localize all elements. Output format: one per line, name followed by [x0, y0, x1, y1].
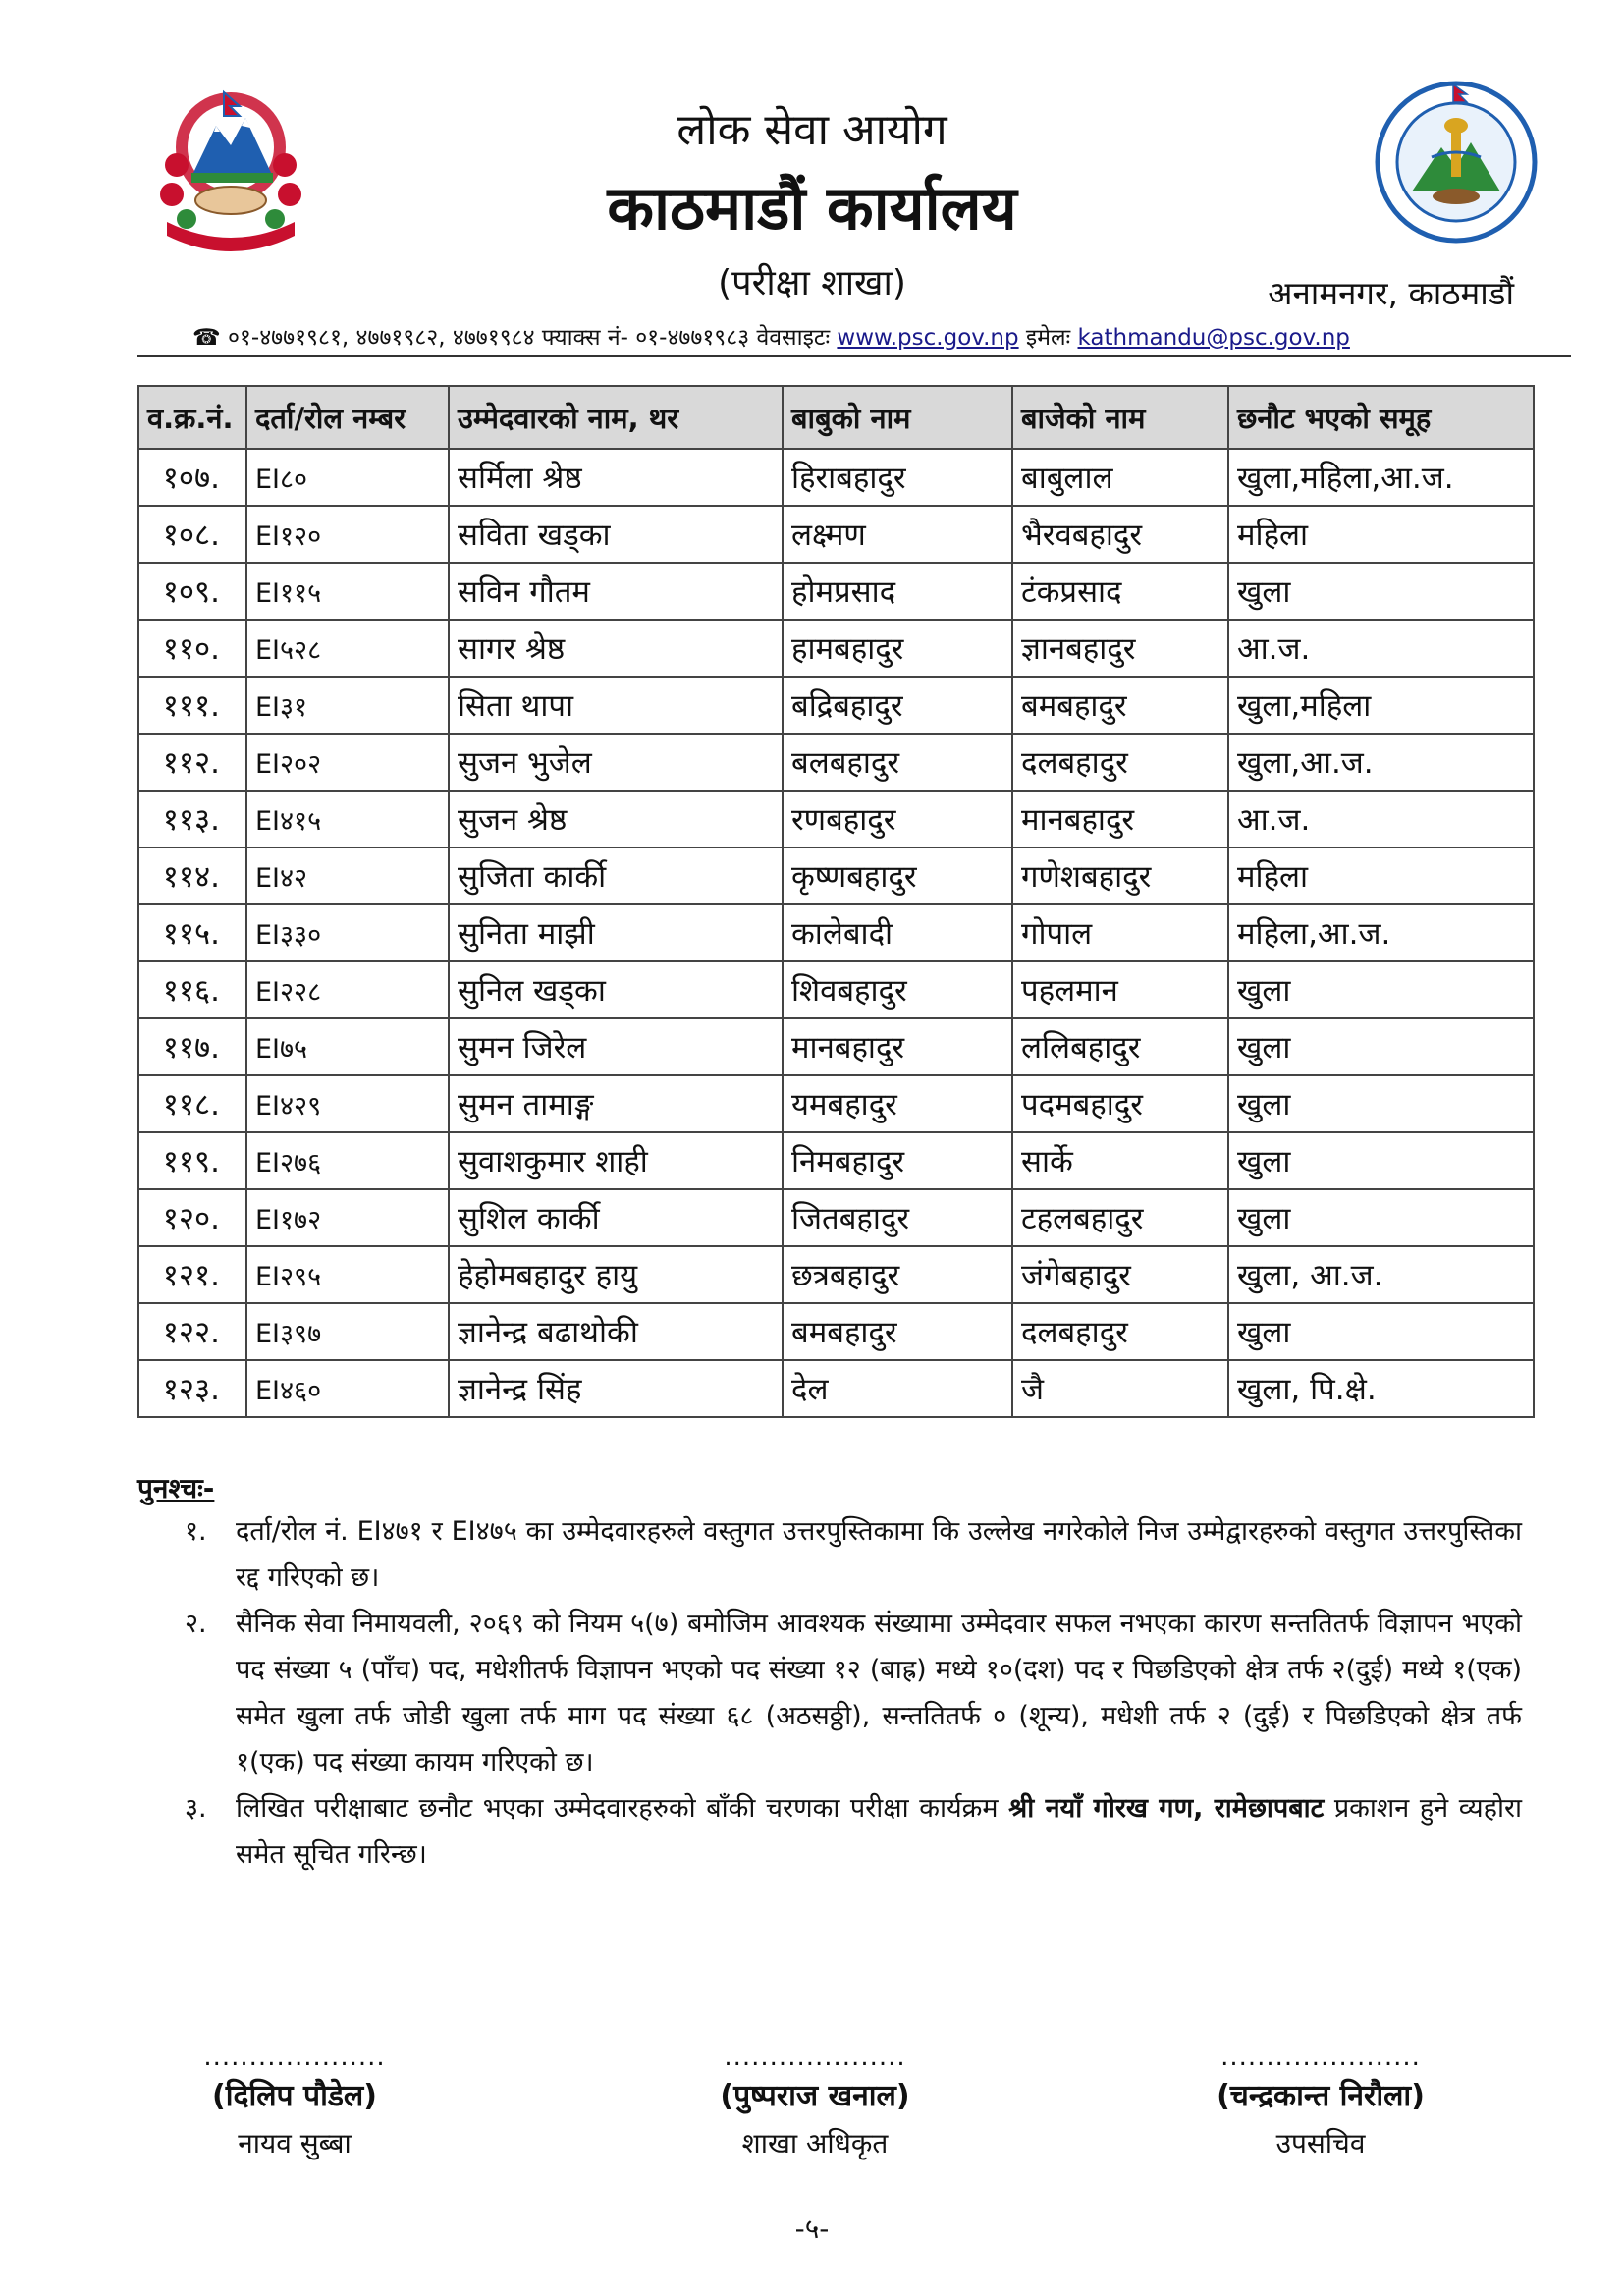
group-cell: खुला: [1228, 1018, 1534, 1075]
serial-cell: ११९.: [138, 1132, 246, 1189]
roll-cell: EI४२९: [246, 1075, 449, 1132]
grandfather-name-cell: भैरवबहादुर: [1012, 506, 1228, 563]
father-name-cell: हामबहादुर: [783, 620, 1012, 677]
note-number: ३.: [185, 1793, 207, 1824]
father-name-cell: कृष्णबहादुर: [783, 847, 1012, 904]
table-row: [138, 1075, 1534, 1132]
roll-cell: EI८०: [246, 449, 449, 506]
signatory-name: (दिलिप पौडेल): [212, 2079, 377, 2113]
signature-line: ....................: [724, 2043, 906, 2072]
candidate-name-cell: सुनिल खड्का: [449, 961, 783, 1018]
roll-cell: EI३१: [246, 677, 449, 734]
candidate-name-cell: सुजन श्रेष्ठ: [449, 791, 783, 847]
group-cell: महिला: [1228, 847, 1534, 904]
serial-cell: १२१.: [138, 1246, 246, 1303]
father-name-cell: बलबहादुर: [783, 734, 1012, 791]
table-row: [138, 1018, 1534, 1075]
grandfather-name-cell: गणेशबहादुर: [1012, 847, 1228, 904]
candidate-name-cell: सुशिल कार्की: [449, 1189, 783, 1246]
table-row: [138, 449, 1534, 506]
serial-cell: ११३.: [138, 791, 246, 847]
grandfather-name-cell: दलबहादुर: [1012, 734, 1228, 791]
father-name-cell: कालेबादी: [783, 904, 1012, 961]
grandfather-name-cell: ललिबहादुर: [1012, 1018, 1228, 1075]
table-row: [138, 1132, 1534, 1189]
serial-cell: ११२.: [138, 734, 246, 791]
candidate-name-cell: सर्मिला श्रेष्ठ: [449, 449, 783, 506]
grandfather-name-cell: बाबुलाल: [1012, 449, 1228, 506]
candidate-name-cell: सविता खड्का: [449, 506, 783, 563]
grandfather-name-cell: टंकप्रसाद: [1012, 563, 1228, 620]
signature-block: [1144, 2043, 1497, 2161]
roll-cell: EI२७६: [246, 1132, 449, 1189]
col-selected-group: छनौट भएको समूह: [1228, 386, 1534, 449]
note-text-bold: श्री नयाँ गोरख गण, रामेछापबाट: [1008, 1793, 1325, 1824]
table-row: [138, 677, 1534, 734]
roll-cell: EI११५: [246, 563, 449, 620]
phone-icon: ☎: [192, 325, 221, 351]
candidate-name-cell: सिता थापा: [449, 677, 783, 734]
group-cell: खुला, आ.ज.: [1228, 1246, 1534, 1303]
roll-cell: EI५२८: [246, 620, 449, 677]
group-cell: आ.ज.: [1228, 620, 1534, 677]
table-row: [138, 563, 1534, 620]
address: अनामनगर, काठमाडौं: [1268, 274, 1514, 312]
group-cell: महिला: [1228, 506, 1534, 563]
group-cell: खुला: [1228, 1303, 1534, 1360]
serial-cell: १२२.: [138, 1303, 246, 1360]
group-cell: खुला: [1228, 1075, 1534, 1132]
serial-cell: ११५.: [138, 904, 246, 961]
serial-cell: ११४.: [138, 847, 246, 904]
father-name-cell: बद्रिबहादुर: [783, 677, 1012, 734]
table-row: [138, 620, 1534, 677]
table-row: [138, 904, 1534, 961]
section-name: (परीक्षा शाखा): [718, 263, 906, 303]
group-cell: खुला,महिला,आ.ज.: [1228, 449, 1534, 506]
serial-cell: ११६.: [138, 961, 246, 1018]
contact-line: [192, 320, 1350, 352]
father-name-cell: निमबहादुर: [783, 1132, 1012, 1189]
group-cell: खुला: [1228, 1132, 1534, 1189]
table-row: [138, 1303, 1534, 1360]
grandfather-name-cell: जै: [1012, 1360, 1228, 1417]
candidate-name-cell: सुनिता माझी: [449, 904, 783, 961]
grandfather-name-cell: सार्के: [1012, 1132, 1228, 1189]
father-name-cell: देल: [783, 1360, 1012, 1417]
col-candidate-name: उम्मेदवारको नाम, थर: [449, 386, 783, 449]
serial-cell: १२३.: [138, 1360, 246, 1417]
col-roll: दर्ता/रोल नम्बर: [246, 386, 449, 449]
table-row: [138, 1360, 1534, 1417]
signatory-name: (चन्द्रकान्त निरौला): [1217, 2079, 1425, 2113]
group-cell: महिला,आ.ज.: [1228, 904, 1534, 961]
group-cell: खुला: [1228, 563, 1534, 620]
candidate-name-cell: सविन गौतम: [449, 563, 783, 620]
table-row: [138, 1246, 1534, 1303]
serial-cell: ११७.: [138, 1018, 246, 1075]
group-cell: खुला,आ.ज.: [1228, 734, 1534, 791]
grandfather-name-cell: पहलमान: [1012, 961, 1228, 1018]
note-item: [185, 1785, 1522, 1878]
father-name-cell: मानबहादुर: [783, 1018, 1012, 1075]
fax-label: फ्याक्स नं-: [541, 325, 628, 351]
email-link[interactable]: kathmandu@psc.gov.np: [1077, 325, 1350, 351]
signature-line: ......................: [1220, 2043, 1421, 2072]
page-number: -५-: [794, 2213, 830, 2245]
roll-cell: EI४६०: [246, 1360, 449, 1417]
signature-line: ....................: [203, 2043, 386, 2072]
father-name-cell: लक्ष्मण: [783, 506, 1012, 563]
grandfather-name-cell: ज्ञानबहादुर: [1012, 620, 1228, 677]
table-row: [138, 791, 1534, 847]
roll-cell: EI२९५: [246, 1246, 449, 1303]
phone-numbers: ०१-४७७१९८१, ४७७१९८२, ४७७१९८४: [227, 325, 535, 351]
table-row: [138, 506, 1534, 563]
fax-number: ०१-४७७१९८३: [635, 325, 750, 351]
table-body: [138, 449, 1534, 1417]
signatory-designation: शाखा अधिकृत: [741, 2127, 889, 2159]
candidate-name-cell: सुमन तामाङ्ग: [449, 1075, 783, 1132]
note-item: [185, 1601, 1522, 1785]
results-table: [137, 385, 1535, 1418]
grandfather-name-cell: पदमबहादुर: [1012, 1075, 1228, 1132]
note-text: [236, 1785, 1522, 1878]
candidate-name-cell: सुजिता कार्की: [449, 847, 783, 904]
table-row: [138, 961, 1534, 1018]
note-number: १.: [185, 1516, 207, 1547]
grandfather-name-cell: जंगेबहादुर: [1012, 1246, 1228, 1303]
note-text-part: लिखित परीक्षाबाट छनौट भएका उम्मेदवारहरुको बाँकी चरणका परीक्षा कार्यक्रम: [236, 1793, 999, 1824]
org-name: लोक सेवा आयोग: [677, 105, 947, 155]
group-cell: खुला,महिला: [1228, 677, 1534, 734]
roll-cell: EI४२: [246, 847, 449, 904]
signature-block: [638, 2043, 992, 2161]
serial-cell: १२०.: [138, 1189, 246, 1246]
website-link[interactable]: www.psc.gov.np: [837, 325, 1019, 351]
serial-cell: १११.: [138, 677, 246, 734]
signature-block: [118, 2043, 471, 2161]
note-item: [185, 1508, 1522, 1601]
roll-cell: EI१२०: [246, 506, 449, 563]
candidate-name-cell: ज्ञानेन्द्र सिंह: [449, 1360, 783, 1417]
grandfather-name-cell: मानबहादुर: [1012, 791, 1228, 847]
grandfather-name-cell: टहलबहादुर: [1012, 1189, 1228, 1246]
office-name: काठमाडौं कार्यालय: [607, 172, 1017, 244]
serial-cell: ११०.: [138, 620, 246, 677]
grandfather-name-cell: दलबहादुर: [1012, 1303, 1228, 1360]
father-name-cell: जितबहादुर: [783, 1189, 1012, 1246]
father-name-cell: छत्रबहादुर: [783, 1246, 1012, 1303]
grandfather-name-cell: बमबहादुर: [1012, 677, 1228, 734]
group-cell: खुला: [1228, 961, 1534, 1018]
note-text: दर्ता/रोल नं. EI४७१ र EI४७५ का उम्मेदवारहरुले वस्तुगत उत्तरपुस्तिकामा कि उल्लेख नगरेकोले निज उम्मेद्वारहरुको वस्तुगत उत्तरपुस्तिका रद्द गरिएको छ।: [236, 1516, 1522, 1593]
signatory-designation: उपसचिव: [1275, 2127, 1366, 2159]
group-cell: खुला, पि.क्षे.: [1228, 1360, 1534, 1417]
candidate-name-cell: हेहोमबहादुर हायु: [449, 1246, 783, 1303]
col-grandfather-name: बाजेको नाम: [1012, 386, 1228, 449]
roll-cell: EI३९७: [246, 1303, 449, 1360]
candidate-name-cell: ज्ञानेन्द्र बढाथोकी: [449, 1303, 783, 1360]
col-serial: व.क्र.नं.: [138, 386, 246, 449]
father-name-cell: बमबहादुर: [783, 1303, 1012, 1360]
email-label: इमेलः: [1025, 325, 1071, 351]
serial-cell: १०७.: [138, 449, 246, 506]
father-name-cell: होमप्रसाद: [783, 563, 1012, 620]
header-divider: [137, 355, 1571, 357]
candidate-name-cell: सुजन भुजेल: [449, 734, 783, 791]
table-row: [138, 1189, 1534, 1246]
grandfather-name-cell: गोपाल: [1012, 904, 1228, 961]
roll-cell: EI१७२: [246, 1189, 449, 1246]
serial-cell: ११८.: [138, 1075, 246, 1132]
note-text: सैनिक सेवा निमायवली, २०६९ को नियम ५(७) बमोजिम आवश्यक संख्यामा उम्मेदवार सफल नभएका कारण सन्ततितर्फ विज्ञापन भएको पद संख्या ५ (पाँच) पद, मधेशीतर्फ विज्ञापन भएको पद संख्या १२ (बाह्र) मध्ये १०(दश) पद र पिछडिएको क्षेत्र तर्फ २(दुई) मध्ये १(एक) समेत खुला तर्फ जोडी खुला तर्फ माग पद संख्या ६८ (अठसठ्ठी), सन्ततितर्फ ० (शून्य), मधेशी तर्फ २ (दुई) र पिछडिएको क्षेत्र तर्फ १(एक) पद संख्या कायम गरिएको छ।: [236, 1609, 1522, 1777]
serial-cell: १०९.: [138, 563, 246, 620]
table-header-row: [138, 386, 1534, 449]
roll-cell: EI२०२: [246, 734, 449, 791]
signatory-name: (पुष्पराज खनाल): [720, 2079, 910, 2113]
group-cell: आ.ज.: [1228, 791, 1534, 847]
col-father-name: बाबुको नाम: [783, 386, 1012, 449]
table-row: [138, 847, 1534, 904]
notes-title: पुनश्चः-: [137, 1472, 215, 1504]
candidate-name-cell: सागर श्रेष्ठ: [449, 620, 783, 677]
roll-cell: EI४१५: [246, 791, 449, 847]
table-row: [138, 734, 1534, 791]
father-name-cell: हिराबहादुर: [783, 449, 1012, 506]
candidate-name-cell: सुवाशकुमार शाही: [449, 1132, 783, 1189]
roll-cell: EI२२८: [246, 961, 449, 1018]
father-name-cell: शिवबहादुर: [783, 961, 1012, 1018]
serial-cell: १०८.: [138, 506, 246, 563]
group-cell: खुला: [1228, 1189, 1534, 1246]
candidate-name-cell: सुमन जिरेल: [449, 1018, 783, 1075]
signatory-designation: नायव सुब्बा: [238, 2127, 352, 2159]
note-text-part: प्रकाशन हुने व्यहोरा समेत सूचित गरिन्छ।: [236, 1793, 1522, 1870]
father-name-cell: यमबहादुर: [783, 1075, 1012, 1132]
website-label: वेवसाइटः: [756, 325, 831, 351]
roll-cell: EI७५: [246, 1018, 449, 1075]
roll-cell: EI३३०: [246, 904, 449, 961]
father-name-cell: रणबहादुर: [783, 791, 1012, 847]
note-number: २.: [185, 1609, 207, 1639]
